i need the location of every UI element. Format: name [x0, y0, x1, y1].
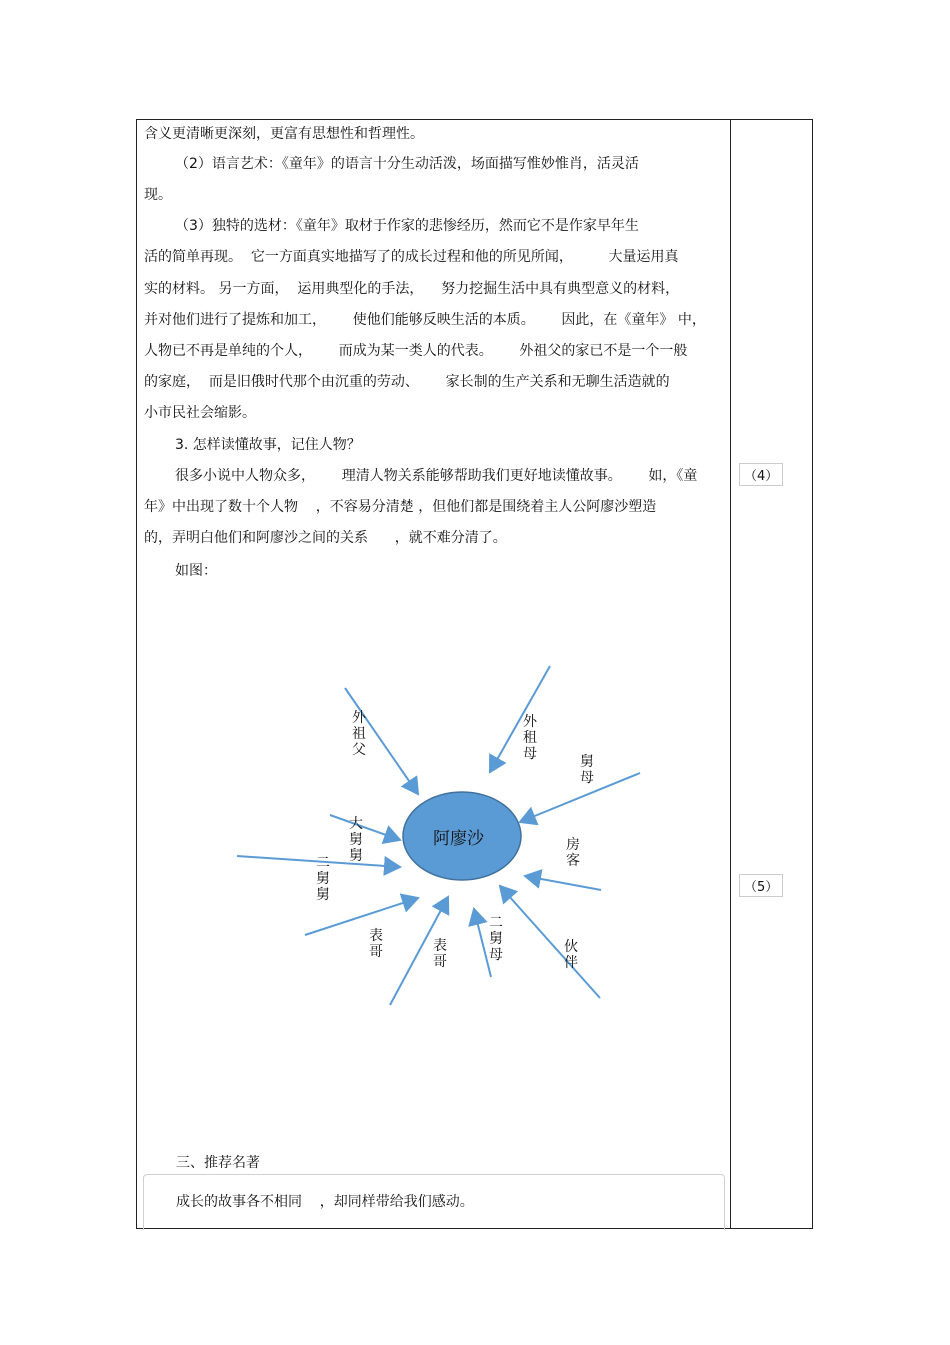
arrow-line — [305, 898, 418, 935]
text-line: 并对他们进行了提炼和加工， 使他们能够反映生活的本质。 因此，在《童年》 中， — [144, 312, 706, 328]
character-label: 外祖父 — [352, 710, 366, 758]
character-label: 表哥 — [433, 938, 447, 970]
text-line: 如图： — [175, 563, 217, 579]
character-label: 伙伴 — [564, 939, 578, 971]
character-diagram — [230, 660, 650, 1020]
box-text: 成长的故事各不相同 ，却同样带给我们感动。 — [176, 1194, 474, 1210]
text-line: 的，弄明白他们和阿廖沙之间的关系 ，就不难分清了。 — [144, 530, 507, 546]
column-divider — [730, 119, 731, 1229]
text-line: 活的简单再现。 它一方面真实地描写了的成长过程和他的所见所闻， 大量运用真 — [144, 249, 679, 265]
section-heading: 3. 怎样读懂故事，记住人物？ — [175, 437, 361, 453]
text-line: 现。 — [144, 187, 172, 203]
paragraph-marker: （4） — [739, 463, 783, 486]
text-line: （2）语言艺术：《童年》的语言十分生动活泼，场面描写惟妙惟肖，活灵活 — [175, 156, 639, 172]
text-line: 小市民社会缩影。 — [144, 405, 256, 421]
character-label: 舅母 — [580, 754, 594, 786]
arrow-line — [500, 886, 600, 998]
arrow-line — [525, 876, 601, 890]
text-line: 很多小说中人物众多， 理清人物关系能够帮助我们更好地读懂故事。 如，《童 — [175, 468, 698, 484]
text-line: 年》中出现了数十个人物 ，不容易分清楚 ，但他们都是围绕着主人公阿廖沙塑造 — [144, 499, 657, 515]
character-label: 外租母 — [523, 714, 537, 762]
character-label: 大舅舅 — [349, 816, 363, 864]
character-label: 表哥 — [369, 928, 383, 960]
hub-label: 阿廖沙 — [433, 829, 484, 849]
section-heading: 三、推荐名著 — [176, 1155, 260, 1171]
text-line: 实的材料。 另一方面， 运用典型化的手法， 努力挖掘生活中具有典型意义的材料， — [144, 281, 680, 297]
arrow-line — [330, 815, 400, 840]
text-line: （3）独特的选材：《童年》取材于作家的悲惨经历，然而它不是作家早年生 — [175, 218, 639, 234]
text-line: 人物已不再是单纯的个人， 而成为某一类人的代表。 外祖父的家已不是一个一般 — [144, 343, 688, 359]
character-label: 二舅母 — [489, 915, 503, 963]
character-label: 房客 — [566, 837, 580, 869]
paragraph-marker: （5） — [739, 874, 783, 897]
character-label: 二舅舅 — [316, 855, 330, 903]
text-line: 的家庭， 而是旧俄时代那个由沉重的劳动、 家长制的生产关系和无聊生活造就的 — [144, 374, 670, 390]
text-line: 含义更清晰更深刻，更富有思想性和哲理性。 — [144, 126, 424, 142]
arrow-line — [490, 666, 550, 772]
recommend-box — [143, 1174, 725, 1230]
